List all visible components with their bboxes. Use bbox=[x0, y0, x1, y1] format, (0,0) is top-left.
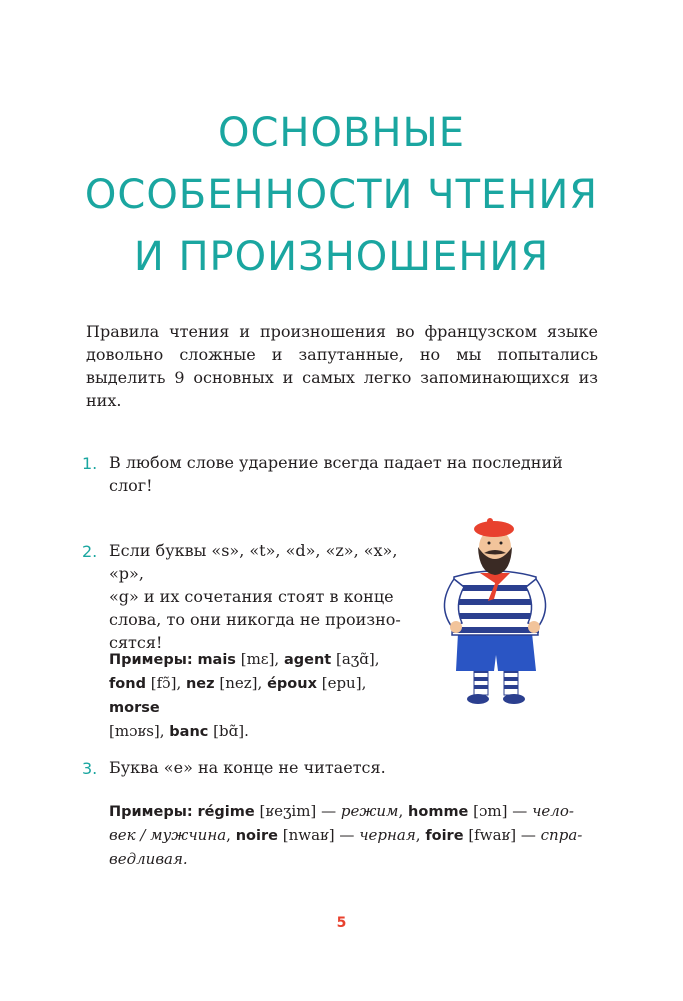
rule-1-number: 1. bbox=[82, 454, 98, 473]
examples-label: Примеры: bbox=[109, 804, 193, 820]
rule-2-line-1: Если буквы «s», «t», «d», «z», «x», «p», bbox=[109, 541, 398, 583]
rule-3-text: Буква «е» на конце не читается. bbox=[109, 758, 386, 777]
rule-3-examples-line-2: век / мужчина, noire [nwaʁ] — черная, foire [fwaʁ] — спра- bbox=[109, 826, 583, 844]
example-word: époux bbox=[267, 676, 317, 692]
rule-2-examples bbox=[109, 648, 409, 744]
example-ipa: [mɔʁs] bbox=[109, 722, 160, 740]
title-line-2: ОСОБЕННОСТИ ЧТЕНИЯ bbox=[84, 172, 599, 218]
rule-2-examples-line-3: [mɔʁs], banc [bɑ̃]. bbox=[109, 722, 249, 740]
example-word: agent bbox=[283, 652, 332, 668]
example-dash: — bbox=[512, 802, 528, 820]
rule-1-line-1: В любом слове ударение всегда падает на последний bbox=[109, 453, 563, 472]
rule-2-examples-line-2: fond [fɔ̃], nez [nez], époux [epu], morse bbox=[109, 674, 367, 716]
rule-3-examples bbox=[109, 800, 601, 871]
example-ipa: [fɔ̃] bbox=[150, 674, 177, 692]
example-ipa: [aʒɑ̃] bbox=[336, 650, 375, 668]
example-word: morse bbox=[109, 700, 160, 716]
example-word: nez bbox=[185, 676, 215, 692]
example-ipa: [nwaʁ] bbox=[282, 826, 335, 844]
rule-1-text bbox=[109, 451, 599, 497]
rule-2-line-2: «g» и их сочетания стоят в конце bbox=[109, 587, 394, 606]
example-ipa: [ʁeʒim] bbox=[259, 802, 317, 820]
example-ipa: [fwaʁ] bbox=[468, 826, 517, 844]
intro-paragraph: Правила чтения и произношения во французском языке довольно сложные и запутанные, но мы попытались выделить 9 основных и самых легко запоминающихся из них. bbox=[86, 322, 598, 410]
title-line-1: ОСНОВНЫЕ bbox=[217, 110, 466, 156]
example-translation: чело- bbox=[532, 802, 574, 820]
page-number: 5 bbox=[336, 915, 347, 931]
example-ipa: [bɑ̃] bbox=[213, 722, 245, 740]
rule-2-examples-line-1: Примеры: mais [mɛ], agent [aʒɑ̃], bbox=[109, 650, 380, 668]
example-ipa: [mɛ] bbox=[240, 650, 275, 668]
example-word: homme bbox=[408, 804, 469, 820]
example-word: foire bbox=[425, 828, 464, 844]
example-word: régime bbox=[197, 804, 255, 820]
example-ipa: [ɔm] bbox=[473, 802, 508, 820]
example-word: mais bbox=[197, 652, 236, 668]
example-dash: — bbox=[321, 802, 337, 820]
example-translation: спра- bbox=[540, 826, 583, 844]
rule-2-line-4: сятся! bbox=[109, 633, 163, 652]
rule-1-line-2: слог! bbox=[109, 476, 153, 495]
example-translation: режим bbox=[340, 802, 399, 820]
example-translation: век / мужчина bbox=[109, 826, 227, 844]
rule-2-line-3: слова, то они никогда не произно- bbox=[109, 610, 401, 629]
rule-2-text bbox=[109, 539, 409, 654]
rule-3-examples-line-3 bbox=[109, 848, 601, 871]
examples-label: Примеры: bbox=[109, 652, 193, 668]
example-word: noire bbox=[235, 828, 278, 844]
example-ipa: [epu] bbox=[321, 674, 362, 692]
example-translation: черная bbox=[359, 826, 416, 844]
example-translation: ведливая. bbox=[109, 850, 188, 868]
example-word: banc bbox=[169, 724, 209, 740]
rule-2-number: 2. bbox=[82, 542, 98, 561]
rule-3-examples-line-1: Примеры: régime [ʁeʒim] — режим, homme [ɔm] — чело- bbox=[109, 802, 574, 820]
sailor-illustration bbox=[432, 515, 557, 710]
example-word: fond bbox=[109, 676, 146, 692]
example-dash: — bbox=[339, 826, 355, 844]
title-line-3: И ПРОИЗНОШЕНИЯ bbox=[133, 234, 550, 280]
example-ipa: [nez] bbox=[219, 674, 258, 692]
example-dash: — bbox=[520, 826, 536, 844]
rule-3-number: 3. bbox=[82, 759, 98, 778]
